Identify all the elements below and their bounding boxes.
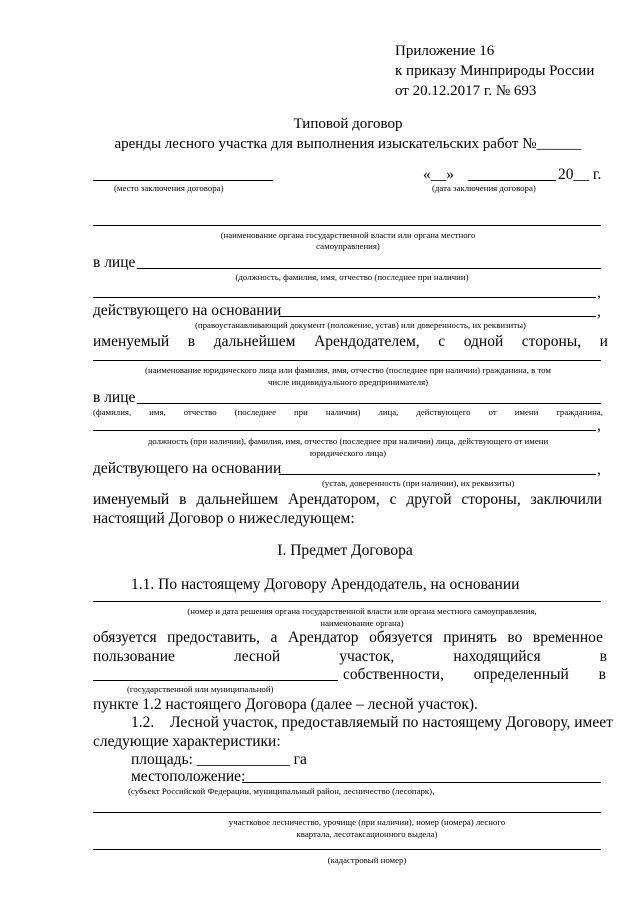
use-line <box>93 649 607 665</box>
word: лица, <box>378 407 399 417</box>
landlord-basis-field[interactable] <box>279 316 596 317</box>
tenant-representative-field-cont[interactable] <box>93 430 596 431</box>
date-day: «__» <box>423 166 454 183</box>
place-caption: (место заключения договора) <box>114 183 224 193</box>
word: лесной <box>233 648 281 665</box>
word: (фамилия, <box>93 407 132 417</box>
date-month-field[interactable] <box>468 180 556 181</box>
comma: , <box>597 461 601 478</box>
word: определенный <box>473 666 569 683</box>
word: другой <box>406 491 452 508</box>
section-title: I. Предмет Договора <box>277 542 413 559</box>
word: одной <box>463 333 504 350</box>
location-field[interactable] <box>242 782 601 783</box>
word: гражданина, <box>556 407 603 417</box>
word: стороны, <box>461 491 521 508</box>
tenant-basis-field[interactable] <box>279 474 596 475</box>
word: Арендатором, <box>288 491 380 508</box>
cadastral-caption: (кадастровый номер) <box>327 855 407 865</box>
acting-basis-label: действующего на основании <box>93 460 282 477</box>
comma: , <box>597 284 601 301</box>
authority-caption-2: самоуправления) <box>316 241 380 251</box>
decision-caption: (номер и дата решения органа государственной власти или органа местного самоуправления, <box>187 606 537 616</box>
word: собственности, <box>343 666 444 683</box>
clause-1-2: Лесной участок, предоставляемый по настоящему Договору, имеет <box>170 714 613 731</box>
word: именуемый <box>93 333 170 350</box>
word: именуемый <box>93 491 170 508</box>
comma: , <box>597 417 601 434</box>
tenant-named-line <box>93 492 602 508</box>
location-label: местоположение: <box>131 768 246 785</box>
ownership-caption: (государственной или муниципальной) <box>127 684 274 694</box>
date-caption: (дата заключения договора) <box>432 183 536 193</box>
word: (последнее <box>234 407 276 417</box>
authority-field[interactable] <box>93 225 601 226</box>
appendix-date: от 20.12.2017 г. № 693 <box>395 83 537 99</box>
word: Арендодателем, <box>314 333 420 350</box>
word: в <box>187 333 196 350</box>
word: дальнейшем <box>196 491 279 508</box>
decision-field[interactable] <box>93 601 601 602</box>
date-year: 20__ г. <box>558 166 602 183</box>
tenant-basis-caption: (устав, доверенность (при наличии), их реквизиты) <box>322 478 515 488</box>
word: от <box>488 407 497 417</box>
word: обязуется <box>369 629 433 646</box>
appendix-number: Приложение 16 <box>395 43 495 59</box>
word: принять <box>443 629 497 646</box>
word: с <box>389 491 397 508</box>
word: стороны, <box>521 333 582 350</box>
word: имя, <box>149 407 166 417</box>
appendix-order: к приказу Минприроды России <box>395 63 595 79</box>
representative-field[interactable] <box>137 268 601 269</box>
comma: , <box>597 303 601 320</box>
word: участок, <box>339 648 395 665</box>
document-title: Типовой договор <box>293 116 403 132</box>
clause-1-2-number: 1.2. <box>131 714 155 731</box>
word: имени <box>514 407 539 417</box>
in-person-label: в лице <box>93 389 136 406</box>
forestry-caption: участковое лесничество, урочище (при наличии), номер (номера) лесного <box>228 817 506 827</box>
acting-basis-label: действующего на основании <box>93 302 282 319</box>
word: во <box>507 629 523 646</box>
obligation-line <box>93 630 603 646</box>
position-caption: (должность, фамилия, имя, отчество (последнее при наличии) <box>235 272 469 282</box>
clause-1-1: 1.1. По настоящему Договору Арендодатель, на основании <box>131 576 520 593</box>
agreement-line: настоящий Договор о нижеследующем: <box>93 510 355 527</box>
word: Арендатор <box>287 629 359 646</box>
fio-caption <box>93 408 603 417</box>
place-field[interactable] <box>93 180 273 181</box>
tenant-name-caption-2: числе индивидуального предпринимателя) <box>267 377 429 387</box>
word: заключили <box>530 491 602 508</box>
forestry-field[interactable] <box>93 812 601 813</box>
word: в <box>179 491 187 508</box>
word: предоставить, <box>167 629 260 646</box>
representative-field-cont[interactable] <box>93 297 596 298</box>
area-field: площадь: ____________ га <box>131 751 307 768</box>
landlord-named-line <box>93 334 608 350</box>
word: действующего <box>416 407 471 417</box>
clause-1-2-line2: следующие характеристики: <box>93 733 281 750</box>
word: временное <box>532 629 603 646</box>
word: наличии) <box>325 407 361 417</box>
word: а <box>270 629 278 646</box>
authority-caption: (наименование органа государственной власти или органа местного <box>220 230 476 240</box>
ownership-type-field[interactable] <box>93 680 338 681</box>
ownership-line <box>343 667 606 683</box>
tenant-representative-field[interactable] <box>137 403 601 404</box>
word: дальнейшем <box>213 333 296 350</box>
word: и <box>599 333 608 350</box>
word: обязуется <box>93 629 157 646</box>
tenant-position-caption-2: юридического лица) <box>309 448 387 458</box>
word: находящийся <box>453 648 541 665</box>
word: в <box>599 648 607 665</box>
document-subtitle: аренды лесного участка для выполнения изыскательских работ №______ <box>114 136 582 152</box>
word: отчество <box>183 407 217 417</box>
tenant-name-caption: (наименование юридического лица или фамилия, имя, отчество (последнее при наличии) гражданина, в том <box>145 365 551 375</box>
clause-1-1-end: пункте 1.2 настоящего Договора (далее – лесной участок). <box>93 696 478 713</box>
decision-caption-2: наименование органа) <box>320 618 404 628</box>
tenant-name-field[interactable] <box>93 360 601 361</box>
in-person-label: в лице <box>93 254 136 271</box>
word: с <box>438 333 446 350</box>
tenant-position-caption: должность (при наличии), фамилия, имя, отчество (последнее при наличии) лица, действующего от имени <box>147 436 549 446</box>
cadastral-field[interactable] <box>93 849 601 850</box>
basis-caption: (правоустанавливающий документ (положение, устав) или доверенность, их реквизиты) <box>195 320 526 330</box>
word: в <box>598 666 606 683</box>
subject-caption: (субъект Российской Федерации, муниципальный район, лесничество (лесопарк), <box>128 786 435 796</box>
word: пользование <box>93 648 175 665</box>
word: при <box>294 407 308 417</box>
forestry-caption-2: квартала, лесотаксационного выдела) <box>296 829 438 839</box>
